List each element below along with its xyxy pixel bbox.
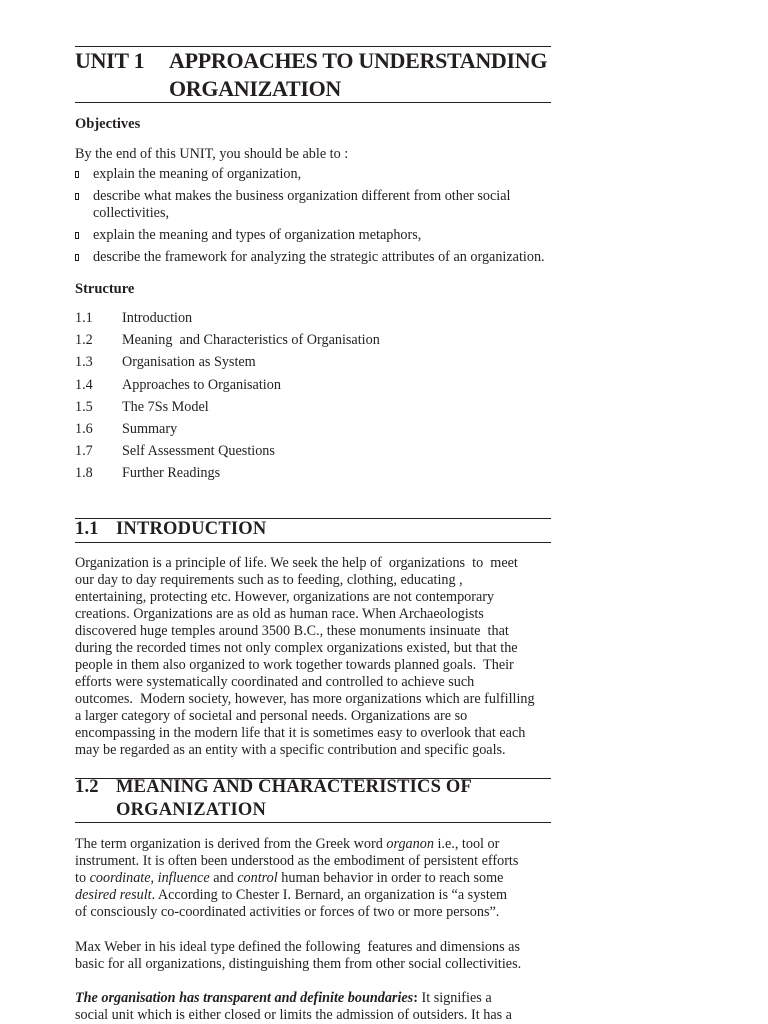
- section-number: 1.1: [75, 519, 99, 539]
- text-run: i.e., tool or: [433, 836, 500, 852]
- objectives-heading: Objectives: [75, 116, 141, 132]
- text-run: . According to Chester I. Bernard, an organization is “a system: [151, 887, 508, 903]
- structure-number: 1.3: [75, 354, 93, 371]
- paragraph-line: [75, 870, 551, 887]
- paragraph-line: Organization is a principle of life. We seek the help of organizations to meet: [75, 555, 518, 571]
- list-item: [75, 249, 555, 266]
- paragraph-line: of consciously co-coordinated activities or forces of two or more persons”.: [75, 904, 500, 920]
- paragraph-line: Max Weber in his ideal type defined the following features and dimensions as: [75, 939, 520, 955]
- objectives-list: [75, 166, 555, 271]
- structure-row: [75, 464, 551, 486]
- text-run: to: [75, 870, 90, 886]
- paragraph-line: outcomes. Modern society, however, has more organizations which are fulfilling: [75, 691, 535, 707]
- paragraph-line: basic for all organizations, distinguishing them from other social collectivities.: [75, 956, 522, 972]
- unit-title-line2: ORGANIZATION: [169, 76, 342, 101]
- structure-label: Approaches to Organisation: [122, 376, 281, 393]
- objective-text: explain the meaning of organization,: [93, 166, 302, 182]
- paragraph-line: [75, 836, 551, 853]
- structure-label: Meaning and Characteristics of Organisation: [122, 332, 380, 349]
- italic-term: control: [237, 870, 278, 886]
- paragraph-line: discovered huge temples around 3500 B.C., these monuments insinuate that: [75, 623, 509, 639]
- section-1-1-bottom-rule: [75, 542, 551, 543]
- section-title-text: INTRODUCTION: [116, 519, 267, 539]
- paragraph-line: [75, 990, 551, 1007]
- paragraph-line: creations. Organizations are as old as human race. When Archaeologists: [75, 606, 484, 622]
- structure-number: 1.2: [75, 332, 93, 349]
- structure-number: 1.8: [75, 465, 93, 482]
- unit-title-text: [169, 47, 555, 103]
- structure-number: 1.4: [75, 376, 93, 393]
- unit-title-line1: APPROACHES TO UNDERSTANDING: [169, 48, 548, 73]
- structure-label: Introduction: [122, 310, 193, 326]
- section-number: 1.2: [75, 777, 99, 797]
- structure-label: The 7Ss Model: [122, 398, 209, 415]
- bold-italic-term: The organisation has transparent and definite boundaries: [75, 990, 414, 1006]
- structure-list: [75, 309, 551, 487]
- paragraph-line: our day to day requirements such as to feeding, clothing, educating ,: [75, 572, 463, 588]
- structure-number: 1.6: [75, 420, 93, 437]
- meaning-paragraph-3: [75, 990, 551, 1024]
- section-title-line2: ORGANIZATION: [116, 800, 267, 820]
- square-bullet-icon: [75, 254, 79, 261]
- paragraph-line: efforts were systematically coordinated and controlled to achieve such: [75, 674, 475, 690]
- text-run: ,: [150, 870, 158, 886]
- structure-number: 1.5: [75, 398, 93, 415]
- structure-row: [75, 442, 551, 464]
- section-title-line1: MEANING AND CHARACTERISTICS OF: [116, 777, 473, 797]
- paragraph-line: a larger category of societal and personal needs. Organizations are so: [75, 708, 468, 724]
- list-item: [75, 188, 555, 222]
- list-item: [75, 166, 555, 183]
- italic-term: influence: [157, 870, 210, 886]
- text-run: It signifies a: [417, 990, 492, 1006]
- italic-term: coordinate: [89, 870, 151, 886]
- structure-number: 1.7: [75, 443, 93, 460]
- structure-label: Self Assessment Questions: [122, 443, 275, 460]
- section-title-text: [116, 776, 556, 822]
- paragraph-line: entertaining, protecting etc. However, organizations are not contemporary: [75, 589, 495, 605]
- meaning-paragraph-1: [75, 836, 551, 921]
- objective-text: describe what makes the business organization different from other social: [93, 188, 511, 204]
- paragraph-line: people in them also organized to work together towards planned goals. Their: [75, 657, 514, 673]
- paragraph-line: [75, 887, 551, 904]
- structure-label: Further Readings: [122, 465, 221, 482]
- objective-text-cont: collectivities,: [93, 205, 170, 221]
- square-bullet-icon: [75, 232, 79, 239]
- text-run: and: [209, 870, 238, 886]
- introduction-paragraph: [75, 555, 551, 759]
- paragraph-line: instrument. It is often been understood as the embodiment of persistent efforts: [75, 853, 519, 869]
- structure-row: [75, 376, 551, 398]
- text-run: human behavior in order to reach some: [277, 870, 504, 886]
- meaning-paragraph-2: [75, 939, 551, 973]
- structure-label: Summary: [122, 420, 178, 437]
- section-1-2-bottom-rule: [75, 822, 551, 823]
- text-run: :: [413, 990, 418, 1006]
- italic-term: organon: [386, 836, 434, 852]
- structure-row: [75, 420, 551, 442]
- unit-title-bottom-rule: [75, 102, 551, 103]
- structure-row: [75, 331, 551, 353]
- objective-text: describe the framework for analyzing the strategic attributes of an organization.: [93, 249, 545, 265]
- structure-heading: Structure: [75, 281, 135, 297]
- objective-text: explain the meaning and types of organization metaphors,: [93, 227, 422, 243]
- structure-label: Organisation as System: [122, 354, 256, 371]
- paragraph-line: may be regarded as an entity with a specific contribution and specific goals.: [75, 742, 506, 758]
- italic-term: desired result: [75, 887, 152, 903]
- unit-number: UNIT 1: [75, 48, 145, 73]
- objectives-intro: By the end of this UNIT, you should be able to :: [75, 146, 349, 162]
- structure-row: [75, 309, 551, 331]
- structure-row: [75, 398, 551, 420]
- paragraph-line: social unit which is either closed or limits the admission of outsiders. It has a: [75, 1007, 512, 1023]
- square-bullet-icon: [75, 193, 79, 200]
- paragraph-line: encompassing in the modern life that it is sometimes easy to overlook that each: [75, 725, 526, 741]
- structure-row: [75, 353, 551, 375]
- square-bullet-icon: [75, 171, 79, 178]
- text-run: The term organization is derived from the Greek word: [75, 836, 387, 852]
- structure-number: 1.1: [75, 310, 93, 326]
- paragraph-line: during the recorded times not only complex organizations existed, but that the: [75, 640, 518, 656]
- list-item: [75, 227, 555, 244]
